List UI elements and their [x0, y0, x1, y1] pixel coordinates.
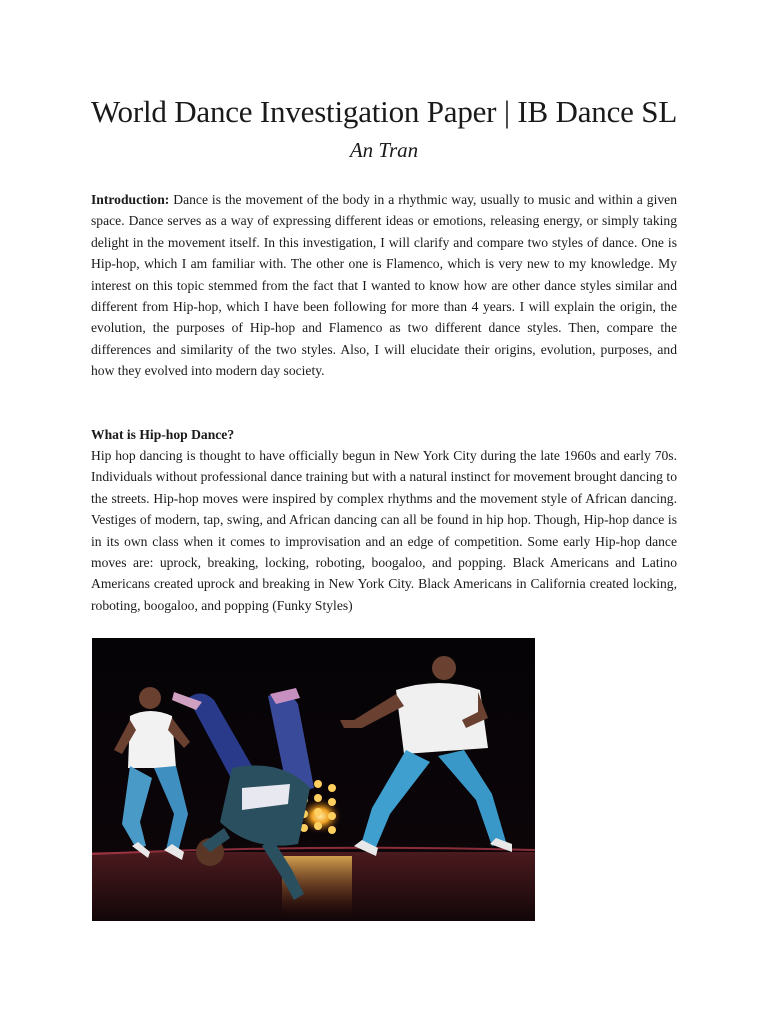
hiphop-section-text: Hip hop dancing is thought to have officially begun in New York City during the late 1960s and early 70s. Individuals without professional dance training but with a natural instinct for movement brought dancing to the streets. Hip-hop moves were inspired by complex rhythms and the movement style of African dancing. Vestiges of modern, tap, swing, and African dancing can all be found in hip hop. Though, Hip-hop dance is in its own class when it comes to improvisation and an edge of competition. Some early Hip-hop dance moves are: uprock, breaking, locking, roboting, boogaloo, and popping. Black Americans and Latino Americans created uprock and breaking in New York City. Black Americans in California created locking, roboting, boogaloo, and popping (Funky Styles)	[91, 448, 677, 613]
introduction-paragraph	[91, 189, 677, 382]
hiphop-section-heading: What is Hip-hop Dance?	[91, 427, 235, 442]
hip-hop-dancers-photo	[92, 638, 535, 921]
introduction-text: Dance is the movement of the body in a rhythmic way, usually to music and within a given space. Dance serves as a way of expressing different ideas or emotions, releasing energy, or simply taking delight in the movement itself. In this investigation, I will clarify and compare two styles of dance. One is Hip-hop, which I am familiar with. The other one is Flamenco, which is very new to my knowledge. My interest on this topic stemmed from the fact that I wanted to know how are other dance styles similar and different from Hip-hop, which I have been following for more than 4 years. I will explain the origin, the evolution, the purposes of Hip-hop and Flamenco as two different dance styles. Then, compare the differences and similarity of the two styles. Also, I will elucidate their origins, evolution, purposes, and how they evolved into modern day society.	[91, 192, 677, 379]
introduction-label: Introduction:	[91, 192, 170, 207]
author-name: An Tran	[349, 138, 419, 162]
document-title: World Dance Investigation Paper | IB Dance SL	[90, 94, 678, 129]
